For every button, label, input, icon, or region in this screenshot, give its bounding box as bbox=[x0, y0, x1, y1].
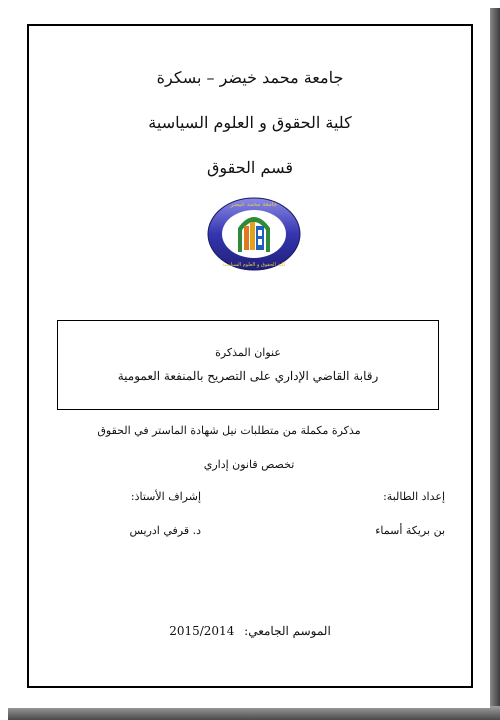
logo-ring-top-text: جامعة محمد خيضر bbox=[230, 201, 278, 208]
page-shadow-bottom bbox=[8, 706, 500, 720]
supervisor-name: د. قرفي ادريس bbox=[129, 524, 201, 537]
faculty-name: كلية الحقوق و العلوم السياسية bbox=[148, 113, 352, 132]
thesis-degree-note: مذكرة مكملة من متطلبات نيل شهادة الماستر في الحقوق bbox=[97, 424, 361, 437]
university-name: جامعة محمد خيضر – بسكرة bbox=[156, 68, 344, 87]
academic-year-line bbox=[29, 624, 471, 638]
department-name: قسم الحقوق bbox=[206, 158, 294, 177]
thesis-title-box bbox=[57, 320, 439, 410]
thesis-title: رقابة القاضي الإداري على التصريح بالمنفعة العمومية bbox=[117, 369, 379, 383]
academic-year-label: الموسم الجامعي: bbox=[244, 624, 331, 638]
specialization: تخصص قانون إداري bbox=[203, 458, 295, 471]
logo-ring-bottom-text: كلية الحقوق و العلوم السياسية bbox=[222, 262, 286, 268]
title-label: عنوان المذكرة bbox=[215, 346, 281, 359]
prepared-by-label: إعداد الطالبة: bbox=[383, 490, 445, 503]
supervised-by-label: إشراف الأستاذ: bbox=[130, 490, 201, 503]
page-border-frame bbox=[27, 24, 473, 688]
student-name: بن بريكة أسماء bbox=[375, 524, 445, 537]
university-logo bbox=[204, 192, 304, 274]
academic-year-value: 2015/2014 bbox=[169, 624, 235, 638]
